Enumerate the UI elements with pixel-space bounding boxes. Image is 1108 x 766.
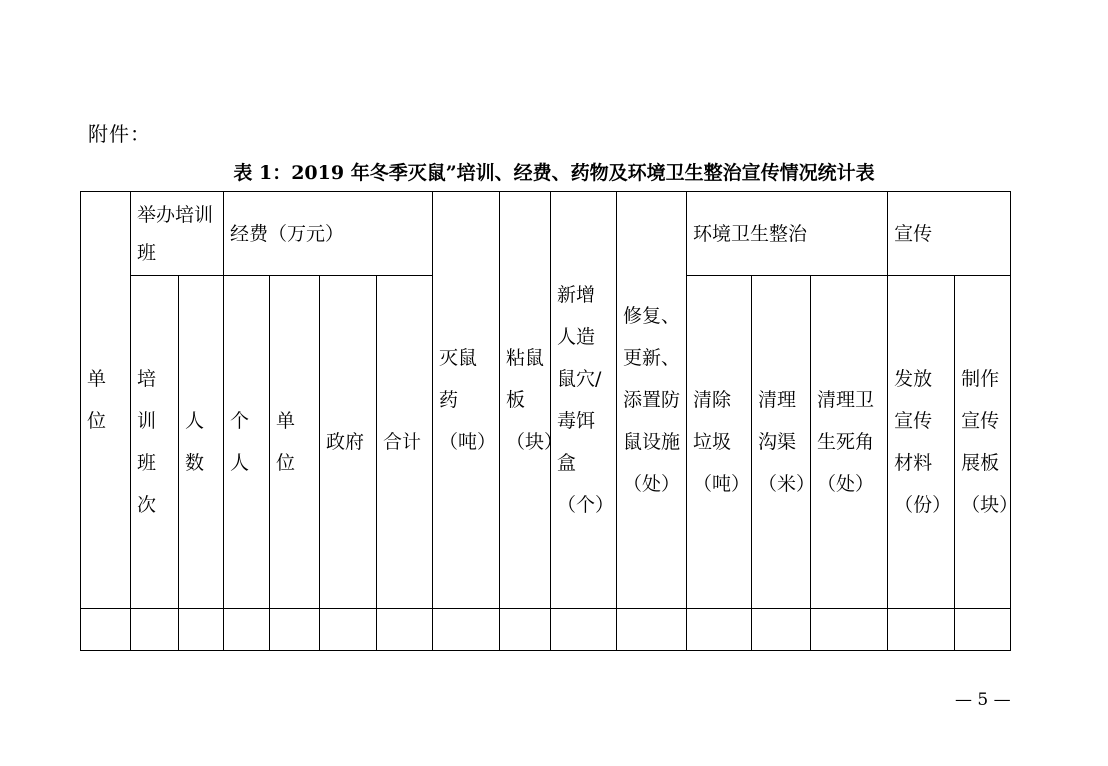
- header-env-group: 环境卫生整治: [687, 192, 888, 276]
- cell-garbage[interactable]: [687, 609, 752, 651]
- cell-materials[interactable]: [888, 609, 955, 651]
- cell-poison[interactable]: [433, 609, 500, 651]
- cell-corners[interactable]: [811, 609, 888, 651]
- header-personal: 个人: [224, 276, 270, 609]
- header-publicity-group: 宣传: [888, 192, 1011, 276]
- header-government: 政府: [320, 276, 377, 609]
- cell-sessions[interactable]: [131, 609, 179, 651]
- header-unit: 单位: [81, 192, 131, 609]
- header-sessions: 培训班次: [131, 276, 179, 609]
- cell-people[interactable]: [179, 609, 224, 651]
- cell-unit[interactable]: [81, 609, 131, 651]
- page-number: — 5 —: [955, 690, 1011, 710]
- cell-boards[interactable]: [955, 609, 1011, 651]
- header-facilities: 修复、更新、添置防鼠设施（处）: [617, 192, 687, 609]
- header-boards: 制作宣传展板（块）: [955, 276, 1011, 609]
- header-garbage: 清除垃圾（吨）: [687, 276, 752, 609]
- cell-ditch[interactable]: [752, 609, 811, 651]
- header-glue-board: 粘鼠板（块）: [500, 192, 551, 609]
- cell-government[interactable]: [320, 609, 377, 651]
- header-materials: 发放宣传材料（份）: [888, 276, 955, 609]
- header-ditch: 清理沟渠（米）: [752, 276, 811, 609]
- table-row: [81, 609, 1011, 651]
- header-row-groups: [81, 192, 1011, 276]
- cell-facilities[interactable]: [617, 609, 687, 651]
- header-unit-funds: 单位: [270, 276, 320, 609]
- attachment-label: 附件：: [88, 122, 151, 146]
- header-people: 人数: [179, 276, 224, 609]
- header-training-group: 举办培训班: [131, 192, 224, 276]
- header-poison: 灭鼠药（吨）: [433, 192, 500, 609]
- header-corners: 清理卫生死角（处）: [811, 276, 888, 609]
- cell-glue-board[interactable]: [500, 609, 551, 651]
- cell-unit-funds[interactable]: [270, 609, 320, 651]
- cell-new-bait[interactable]: [551, 609, 617, 651]
- cell-personal[interactable]: [224, 609, 270, 651]
- header-total: 合计: [377, 276, 433, 609]
- cell-total[interactable]: [377, 609, 433, 651]
- header-new-bait: 新增人造鼠穴/毒饵盒（个）: [551, 192, 617, 609]
- header-funds-group: 经费（万元）: [224, 192, 433, 276]
- table-title: 表 1：2019 年冬季灭鼠”培训、经费、药物及环境卫生整治宣传情况统计表: [233, 162, 875, 184]
- statistics-table: [80, 191, 1019, 651]
